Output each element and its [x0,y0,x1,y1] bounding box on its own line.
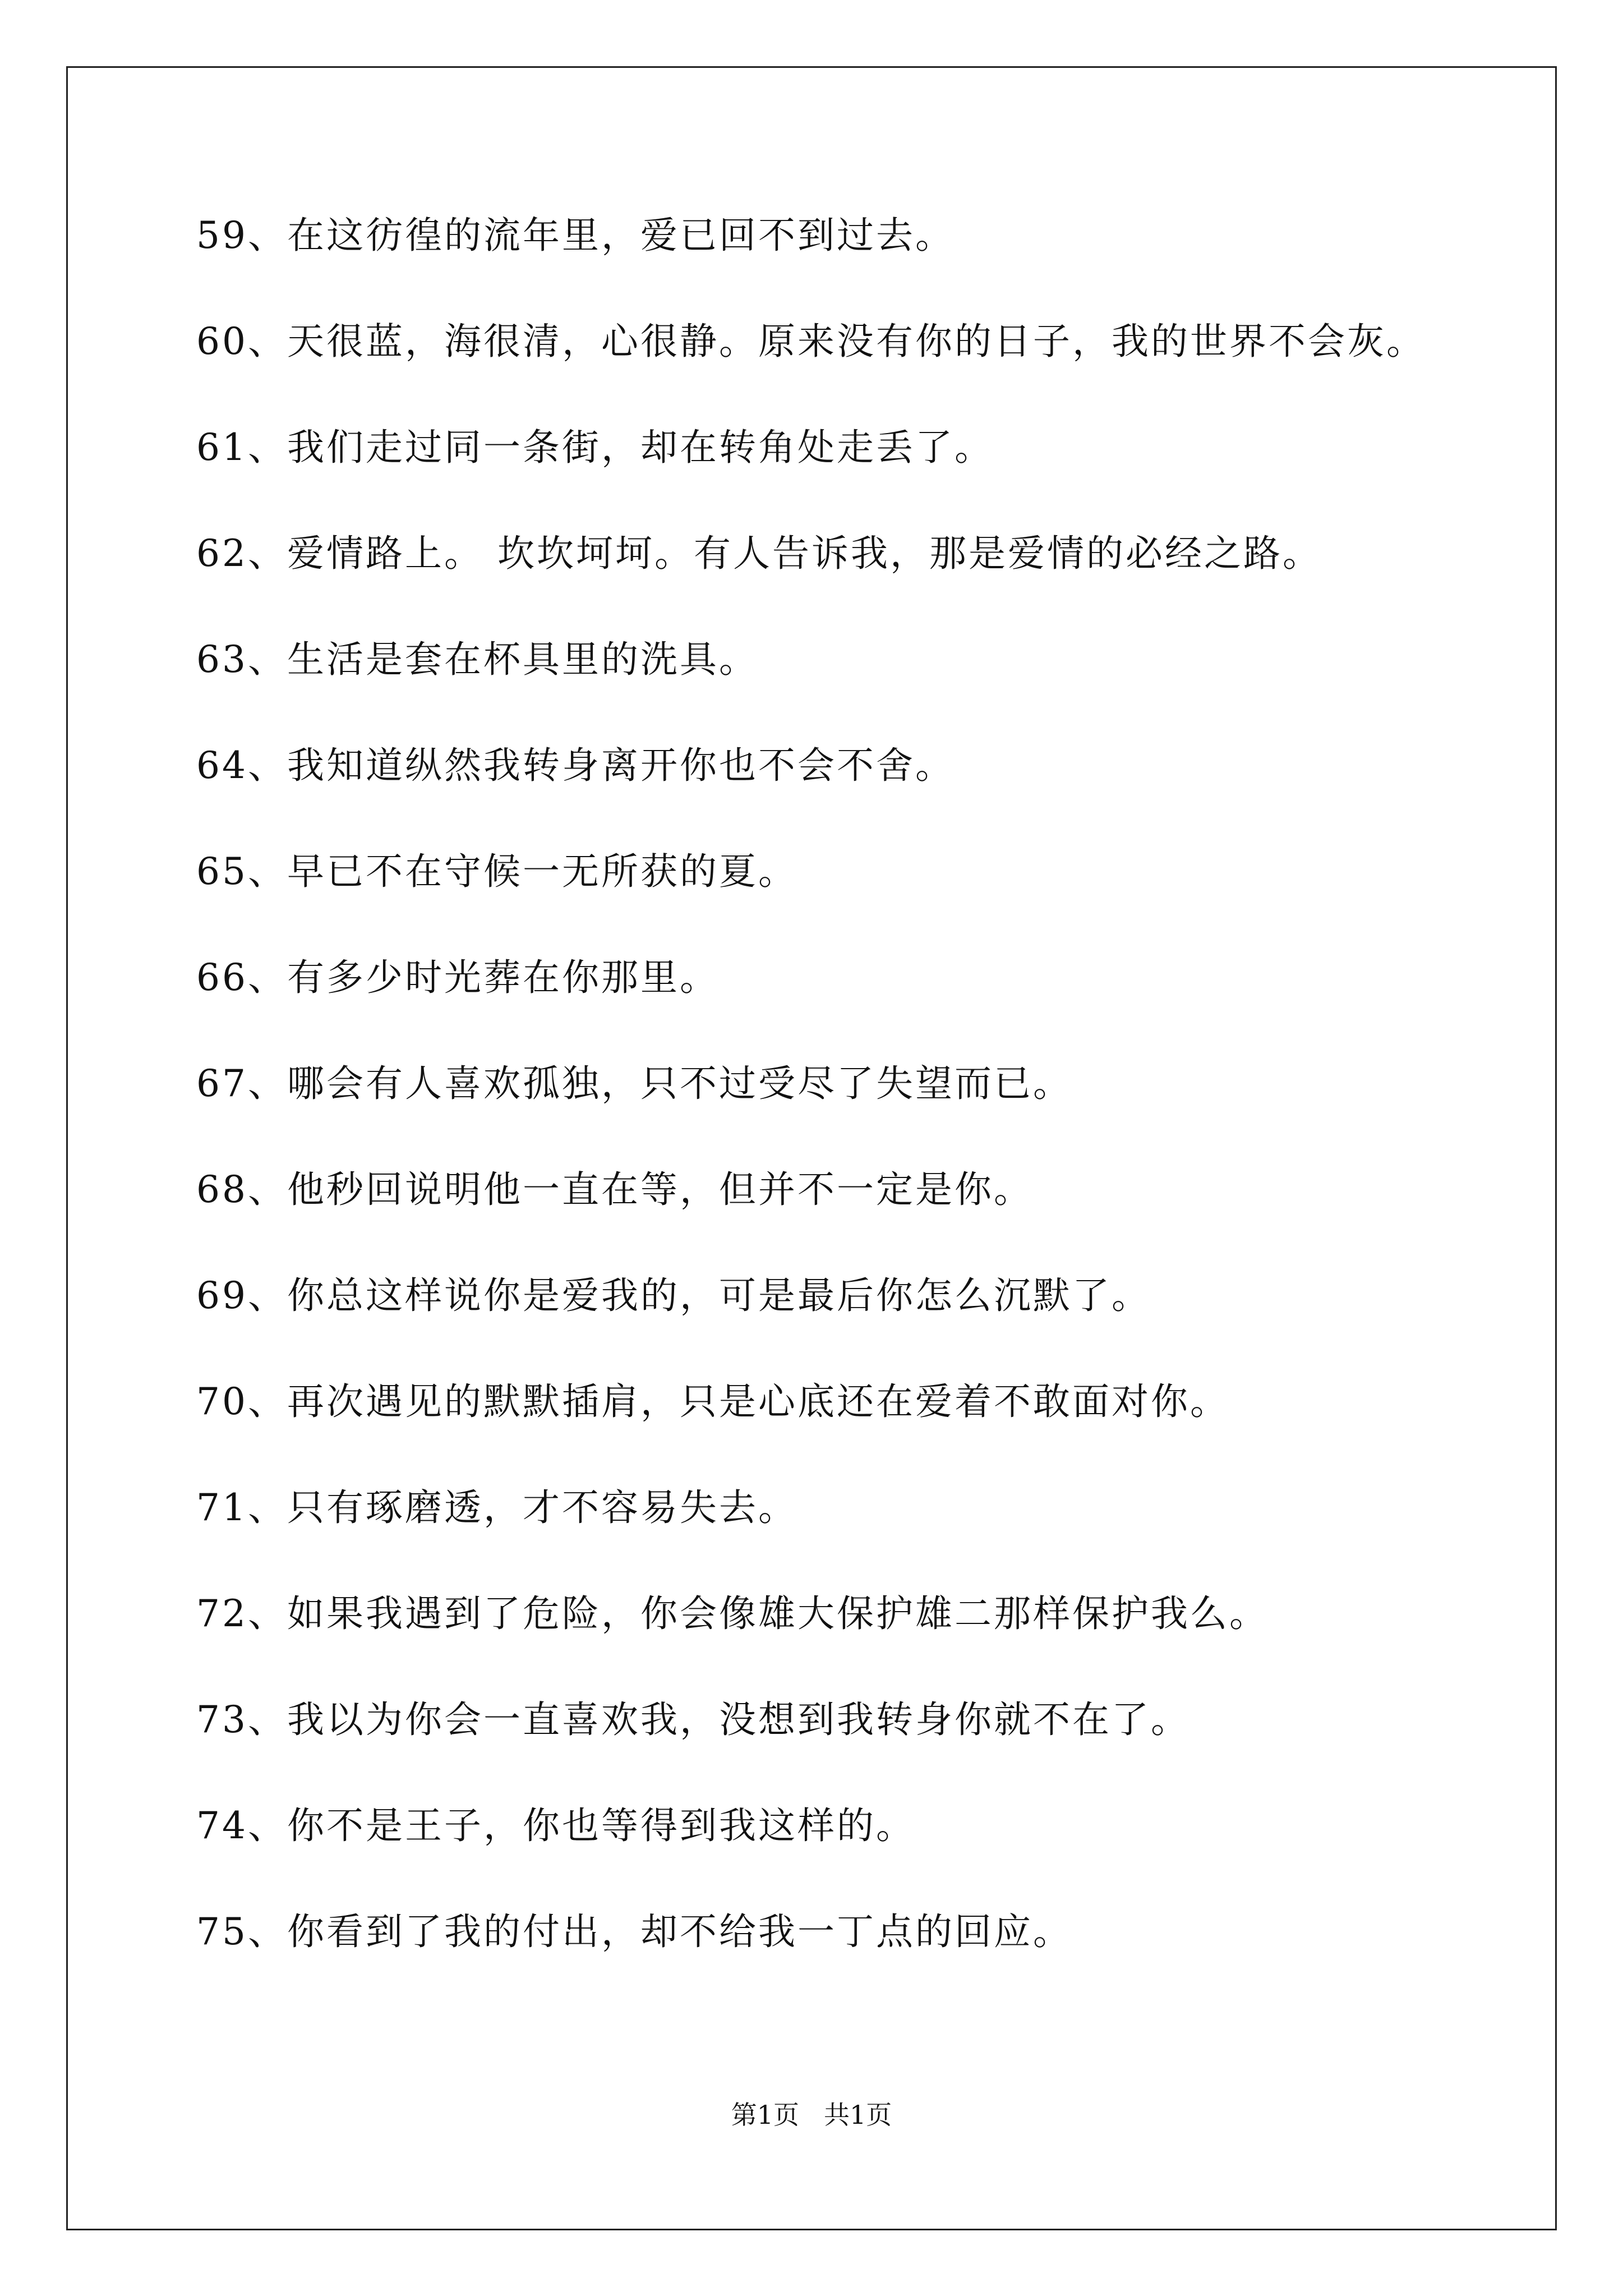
quote-line: 63、生活是套在杯具里的洗具。 [196,638,758,681]
quote-line: 61、我们走过同一条街，却在转角处走丢了。 [196,426,994,469]
quote-line: 70、再次遇见的默默插肩，只是心底还在爱着不敢面对你。 [196,1380,1229,1423]
quote-line: 68、他秒回说明他一直在等，但并不一定是你。 [196,1168,1033,1211]
page-number: 第1页 [731,2100,799,2130]
quote-line: 72、如果我遇到了危险，你会像雄大保护雄二那样保护我么。 [196,1592,1269,1635]
quote-line: 60、天很蓝，海很清，心很静。原来没有你的日子，我的世界不会灰。 [196,320,1426,363]
quote-line: 75、你看到了我的付出，却不给我一丁点的回应。 [196,1910,1072,1953]
quote-line: 59、在这彷徨的流年里，爱已回不到过去。 [196,214,955,257]
quote-line: 64、我知道纵然我转身离开你也不会不舍。 [196,744,955,787]
page-footer [0,2098,1623,2132]
quote-line: 73、我以为你会一直喜欢我，没想到我转身你就不在了。 [196,1698,1190,1741]
quote-line: 62、爱情路上。 坎坎坷坷。有人告诉我，那是爱情的必经之路。 [196,532,1322,575]
quote-line: 69、你总这样说你是爱我的，可是最后你怎么沉默了。 [196,1274,1151,1317]
page-total: 共1页 [824,2100,892,2130]
quote-line: 65、早已不在守候一无所获的夏。 [196,850,797,893]
quote-list [196,208,1531,2010]
quote-line: 71、只有琢磨透，才不容易失去。 [196,1486,797,1529]
quote-line: 66、有多少时光葬在你那里。 [196,956,719,999]
quote-line: 74、你不是王子，你也等得到我这样的。 [196,1804,915,1847]
quote-line: 67、哪会有人喜欢孤独，只不过受尽了失望而已。 [196,1062,1072,1105]
